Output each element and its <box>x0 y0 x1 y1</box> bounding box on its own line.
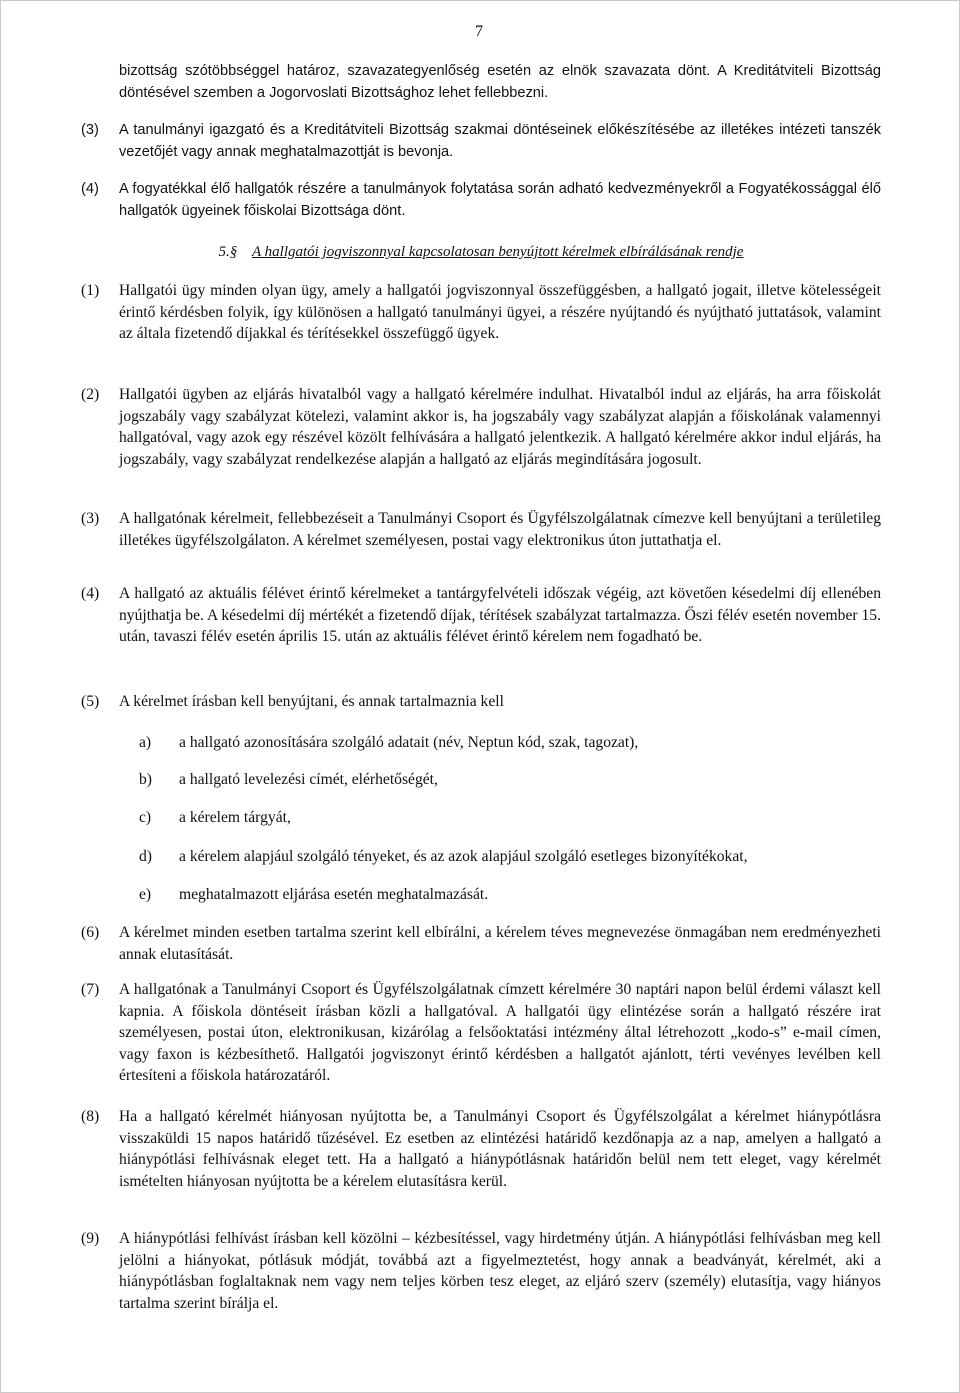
paragraph-number: (5) <box>81 693 100 710</box>
paragraph-number: (4) <box>81 181 99 197</box>
paragraph-7 <box>81 979 881 1087</box>
section-number: 5.§ <box>218 244 238 260</box>
paragraph-upper-3 <box>81 120 881 163</box>
paragraph-text: A kérelmet minden esetben tartalma szerint kell elbírálni, a kérelem téves megnevezése önmagában nem eredményezheti annak elutasítását. <box>119 924 881 963</box>
paragraph-1 <box>81 280 881 345</box>
paragraph-number: (7) <box>81 981 100 998</box>
paragraph-text: A kérelmet írásban kell benyújtani, és annak tartalmaznia kell <box>119 693 504 710</box>
paragraph-text: A hallgató az aktuális félévet érintő kérelmeket a tantárgyfelvételi időszak végéig, azt követően késedelmi díj ellenében nyújthatja be. A késedelmi díj mértékét a fizetendő díjak, térítések szabályzat tartalmazza. Őszi félév esetén november 15. után, tavaszi félév esetén április 15. után az aktuális félévet érintő kérelem nem fogadható be. <box>119 585 881 645</box>
paragraph-4 <box>81 583 881 648</box>
list-item-letter: d) <box>139 848 152 865</box>
list-item <box>139 732 638 754</box>
paragraph-text: Ha a hallgató kérelmét hiányosan nyújtotta be, a Tanulmányi Csoport és Ügyfélszolgálat a kérelmet hiánypótlásra visszaküldi 15 napos határidő tűzésével. Ez esetben az elintézési határidő kezdőnapja az a nap, amelyen a hallgató a hiánypótlási felhívásnak eleget tett. Ha a hallgató a hiánypótlásnak határidőn belül nem tett eleget, vagy kérelmét ismételten hiányosan nyújtotta be a kérelem elutasításra kerül. <box>119 1108 881 1190</box>
list-item-text: a hallgató azonosítására szolgáló adatait (név, Neptun kód, szak, tagozat), <box>179 734 639 751</box>
list-item <box>139 884 488 906</box>
paragraph-number: (1) <box>81 282 100 299</box>
paragraph-number: (2) <box>81 386 100 403</box>
paragraph-text: A hallgatónak a Tanulmányi Csoport és Ügyfélszolgálatnak címzett kérelmére 30 naptári napon belül érdemi választ kell kapnia. A főiskola döntéseit írásban közli a hallgatóval. A hallgatói ügy elintézése során a hallgató részére irat személyesen, postai úton, elektronikusan, kizárólag a felsőoktatási intézmény által létrehozott „kodo-s” e-mail címen, vagy faxon is kézbesíthető. Hallgatói jogviszonyt érintő kérdésben a hallgatót ajánlott, térti vevényes levélben kell értesíteni a főiskola határozatáról. <box>119 981 881 1084</box>
list-item-letter: b) <box>139 771 152 788</box>
paragraph-8 <box>81 1106 881 1192</box>
paragraph-number: (4) <box>81 585 100 602</box>
paragraph-number: (8) <box>81 1108 100 1125</box>
list-item-letter: a) <box>139 734 152 751</box>
paragraph-6 <box>81 922 881 965</box>
section-heading <box>81 244 881 261</box>
list-item-text: meghatalmazott eljárása esetén meghatalmazását. <box>179 886 489 903</box>
paragraph-number: (6) <box>81 924 100 941</box>
list-item <box>139 807 291 829</box>
list-item <box>139 846 748 868</box>
paragraph-5 <box>81 691 881 713</box>
paragraph-text: Hallgatói ügyben az eljárás hivatalból vagy a hallgató kérelmére indulhat. Hivatalból indul az eljárás, ha arra főiskolát jogszabály vagy szabályzat kötelezi, valamint akkor is, ha jogszabály vagy szabályzat alapján a főiskolának valamennyi hallgatóval, vagy azok egy részével közölt felhívására a hallgató jelentkezik. A hallgató kérelmére akkor indul eljárás, ha jogszabály, vagy szabályzat rendelkezése alapján a hallgató az eljárás megindítására jogosult. <box>119 386 881 468</box>
paragraph-2 <box>81 384 881 470</box>
paragraph-upper-4 <box>81 179 881 222</box>
list-item-text: a hallgató levelezési címét, elérhetőségét, <box>179 771 438 788</box>
section-title: A hallgatói jogviszonnyal kapcsolatosan benyújtott kérelmek elbírálásának rendje <box>252 244 744 260</box>
page-number: 7 <box>475 23 483 40</box>
paragraph-text: Hallgatói ügy minden olyan ügy, amely a hallgatói jogviszonnyal összefüggésben, a hallgató jogait, illetve kötelességeit érintő kérdésben folyik, így különösen a hallgató tanulmányi ügyei, a részére nyújtandó és nyújtható juttatások, valamint az általa fizetendő díjakkal és térítésekkel összefüggő ügyek. <box>119 282 881 342</box>
paragraph-9 <box>81 1228 881 1314</box>
list-item-letter: e) <box>139 886 152 903</box>
paragraph-text: A hallgatónak kérelmeit, fellebbezéseit a Tanulmányi Csoport és Ügyfélszolgálatnak címezve kell benyújtani a területileg illetékes ügyfélszolgálaton. A kérelmet személyesen, postai vagy elektronikus úton juttathatja el. <box>119 510 881 549</box>
intro-paragraph: bizottság szótöbbséggel határoz, szavazategyenlőség esetén az elnök szavazata dönt. A Kreditátviteli Bizottság döntésével szemben a Jogorvoslati Bizottsághoz lehet fellebbezni. <box>119 63 881 101</box>
list-item-text: a kérelem alapjául szolgáló tényeket, és az azok alapjául szolgáló esetleges bizonyítékokat, <box>179 848 748 865</box>
paragraph-number: (9) <box>81 1230 100 1247</box>
paragraph-number: (3) <box>81 122 99 138</box>
paragraph-text: A hiánypótlási felhívást írásban kell közölni – kézbesítéssel, vagy hirdetmény útján. A hiánypótlási felhívásban meg kell jelölni a hiányokat, pótlásuk módját, továbbá azt a figyelmeztetést, hogy annak a beadványát, kérelmét, aki a hiánypótlásban foglaltaknak nem vagy nem teljes körben tesz eleget, az eljáró szerv (személy) elutasítja, vagy hiányos tartalma szerint bírálja el. <box>119 1230 881 1312</box>
list-item <box>139 769 438 791</box>
paragraph-3 <box>81 508 881 551</box>
list-item-letter: c) <box>139 809 152 826</box>
list-item-text: a kérelem tárgyát, <box>179 809 291 826</box>
paragraph-number: (3) <box>81 510 100 527</box>
paragraph-text: A fogyatékkal élő hallgatók részére a tanulmányok folytatása során adható kedvezményekről a Fogyatékossággal élő hallgatók ügyeinek főiskolai Bizottsága dönt. <box>119 181 881 219</box>
paragraph-text: A tanulmányi igazgató és a Kreditátviteli Bizottság szakmai döntéseinek előkészítésébe az illetékes intézeti tanszék vezetőjét vagy annak meghatalmazottját is bevonja. <box>119 122 881 160</box>
